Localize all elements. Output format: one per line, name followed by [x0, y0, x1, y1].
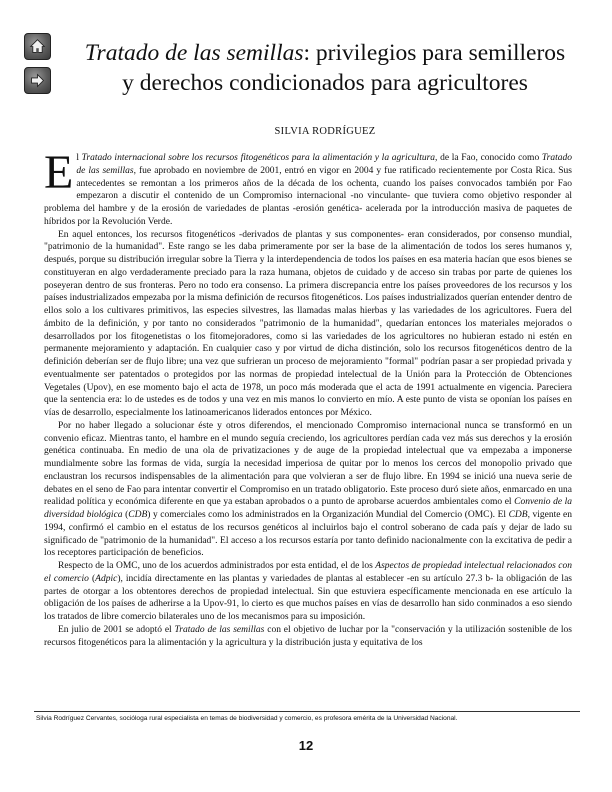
p1-text-e: , fue aprobado en noviembre de 2001, entró en vigor en 2004 y fue ratificado recientemente por Costa Rica. Sus antecedentes se remontan a los primeros años de la década de los ochenta, cuando los países convocados también por Fao empezaron a discutir el contenido de un Compromiso internacional -no vinculante- que tuviera como objetivo responder al problema del hambre y de la erosión de variedades de plantas -erosión genética- acelerada por la introducción masiva de paquetes de híbridos por la Revolución Verde. [44, 165, 572, 227]
home-icon [29, 38, 46, 55]
p5-text-a: En julio de 2001 se adoptó el [58, 624, 175, 635]
p1-text-c: , de la Fao, conocido como [435, 153, 542, 163]
paragraph-2: En aquel entonces, los recursos fitogenéticos -derivados de plantas y sus componentes- eran considerados, por consenso mundial, "patrimonio de la humanidad". Este rango se les daba primeramente por ser la base de la alimentación de todos los seres humanos y, después, porque su distribución irregular sobre la Tierra y la interdependencia de todos los países en esa materia hacían que esos bienes se constituyeran en algo verdaderamente preciado para la raza humana, objetos de cuidado y de acceso sin trabas por parte de quienes los poseyeran dentro de sus fronteras. Pero no todo era consenso. La primera discrepancia entre los países proveedores de los recursos y los países industrializados empezaba por la misma definición de recursos fitogenéticos. Los países industrializados querían entender dentro de ellos solo a los cultivares primitivos, las especies silvestres, las llamadas malas hierbas y las variedades de los agricultores. Fuera del ámbito de la definición, y por tanto no considerados "patrimonio de la humanidad", quedarían entonces los materiales mejorados o desarrollados por los fitogenetistas o los fitomejoradores, como si las variedades de los agricultores no hubieran estado ni estén en permanente mejoramiento y adaptación. En cualquier caso y por virtud de dicha distinción, solo los recursos fitogenéticos dentro de la definición deberían ser de flujo libre; una vez que sufrieran un proceso de mejoramiento "formal" podrían pasar a ser propiedad privada y eventualmente ser patentados o protegidos por las normas de propiedad intelectual de la Unión para la Protección de Obtenciones Vegetales (Upov), en ese momento bajo el acta de 1978, un poco más moderada que el acta de 1991 actualmente en vigencia. Pareciera que la sentencia era: lo de ustedes es de todos y una vez en mis manos lo convierto en mío. A este punto de vista se oponían los países en vías de desarrollo, especialmente los latinoamericanos liderados entonces por México. [44, 229, 572, 418]
page-number: 12 [298, 738, 314, 753]
title-italic: Tratado de las semillas [84, 40, 304, 66]
paragraph-4 [44, 560, 572, 624]
title-line-1 [60, 38, 590, 68]
arrow-right-icon [29, 72, 46, 89]
p4-text-e: ), incidía directamente en las plantas y variedades de plantas al establecer -en su artículo 27.3 b- la obligación de las partes de otorgar a los obtentores derechos de propiedad intelectual. Sin que estuviera específicamente mencionada en ese artículo la obligación de los países de adherirse a la Upov-91, lo cierto es que muchos países en vías de desarrollo han sido conminados a eso siendo los tratados de libre comercio bilaterales uno de los mecanismos para su imposición. [44, 573, 572, 622]
p5-treaty: Tratado de las semillas [174, 624, 265, 635]
paragraph-1 [44, 146, 572, 229]
p3-convenio: Convenio de la diversidad biológica [44, 497, 572, 520]
paragraph-3 [44, 420, 572, 560]
p3-cdb: CDB [128, 510, 148, 520]
p1-text-a: l [76, 153, 82, 163]
article-title [60, 38, 590, 98]
drop-cap: E [44, 146, 74, 199]
article-body [44, 146, 572, 649]
paragraph-5 [44, 624, 572, 650]
p3-text-g: , vigente en 1994, confirmó el cambio en el estatus de los recursos genéticos al incluirlos bajo el control soberano de cada país y dejar de lado su significado de "patrimonio de la humanidad". El acceso a los recursos estaría por tanto definido nacionalmente con la excitativa de pedir a los receptores participación de beneficios. [44, 510, 572, 559]
p1-short-title: Tratado de las semillas [76, 153, 572, 176]
p4-text-a: Respecto de la OMC, uno de los acuerdos administrados por esta entidad, el de los [58, 561, 376, 571]
author-footnote: Silvia Rodríguez Cervantes, socióloga rural especialista en temas de biodiversidad y comercio, es profesora emérita de la Universidad Nacional. [36, 715, 458, 722]
p3-text-e: ) y comerciales como los administrados en la Organización Mundial del Comercio (OMC). El [147, 510, 509, 520]
p4-adpic-title: Aspectos de propiedad intelectual relacionados con el comercio [44, 561, 572, 584]
author-name: SILVIA RODRÍGUEZ [274, 126, 376, 137]
title-line-2: y derechos condicionados para agricultores [122, 70, 528, 96]
p3-cdb-2: CDB [508, 510, 528, 520]
p5-text-c: con el objetivo de luchar por la "conservación y la utilización sostenible de los recursos fitogenéticos para la alimentación y la agricultura y la distribución justa y equitativa de los [44, 624, 572, 648]
p1-treaty-title: Tratado internacional sobre los recursos fitogenéticos para la alimentación y la agricultura [81, 153, 436, 163]
title-line-1-rest: : privilegios para semilleros [303, 40, 566, 66]
next-page-button[interactable] [24, 67, 51, 94]
p3-text-c: ( [122, 510, 129, 520]
footnote-divider [34, 711, 580, 712]
home-button[interactable] [24, 33, 51, 60]
p3-text-a: Por no haber llegado a solucionar éste y otros diferendos, el mencionado Compromiso internacional nunca se transformó en un convenio eficaz. Mientras tanto, el hambre en el mundo seguía creciendo, los agricultores perdían cada vez más sus derechos y la erosión genética continuaba. En medio de una ola de privatizaciones y de auge de la propiedad intelectual que va empezaba a imponerse mundialmente sobre las formas de vida, surgía la necesidad imperiosa de quitar por lo menos los cercos del monopolio privado que enclaustran los recursos indispensables de la alimentación para que volvieran a ser de flujo libre. En 1994 se inició una nueva serie de debates en el seno de Fao para intentar convertir el Compromiso en un tratado obligatorio. Este proceso duró siete años, enmarcado en una realidad política y económica diferente en que ya estaban aprobados o a punto de aprobarse acuerdos ambientales como el [44, 420, 572, 508]
p4-adpic: Adpic [95, 573, 118, 584]
p4-text-c: ( [88, 573, 96, 584]
